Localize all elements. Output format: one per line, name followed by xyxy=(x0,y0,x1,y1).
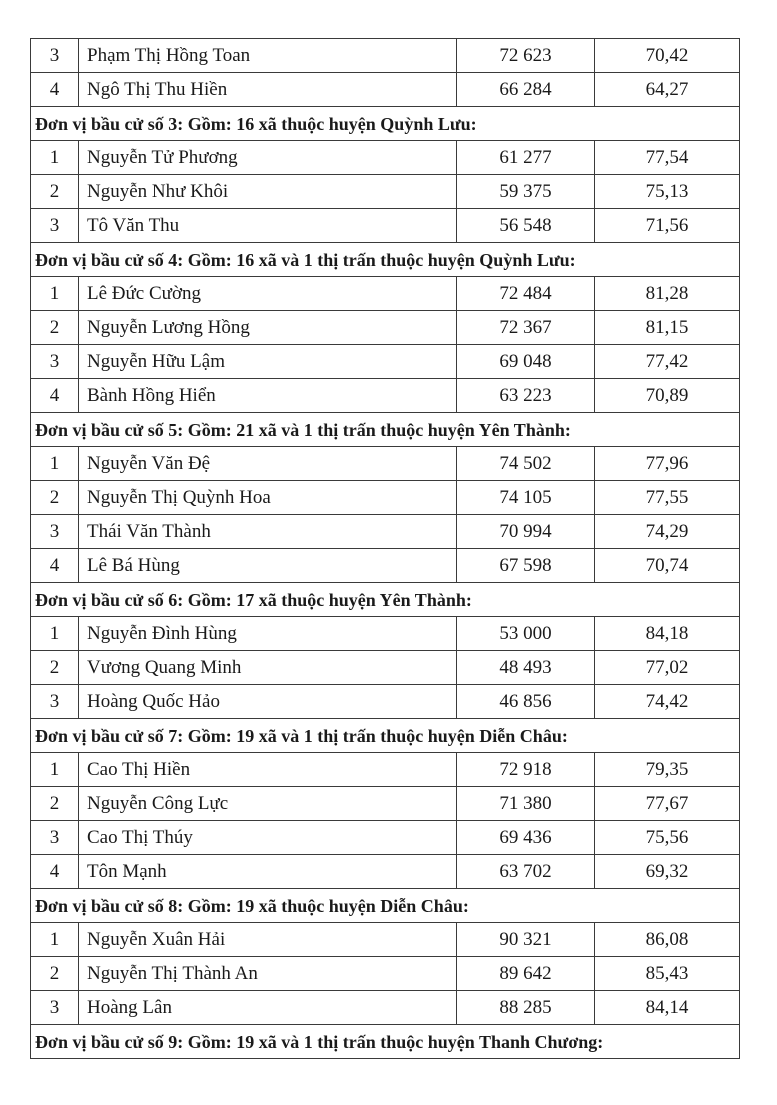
electoral-unit-header-row xyxy=(31,583,740,617)
candidate-row xyxy=(31,73,740,107)
candidate-number: 4 xyxy=(31,379,79,413)
candidate-name: Tô Văn Thu xyxy=(79,209,457,243)
candidate-votes: 53 000 xyxy=(457,617,595,651)
candidate-number: 2 xyxy=(31,481,79,515)
candidate-name: Tôn Mạnh xyxy=(79,855,457,889)
electoral-unit-title: Đơn vị bầu cử số 7: Gồm: 19 xã và 1 thị trấn thuộc huyện Diễn Châu: xyxy=(31,719,740,753)
electoral-unit-header-row xyxy=(31,719,740,753)
candidate-percent: 69,32 xyxy=(595,855,740,889)
candidate-row xyxy=(31,481,740,515)
candidate-number: 1 xyxy=(31,617,79,651)
candidate-percent: 77,55 xyxy=(595,481,740,515)
election-results-body xyxy=(31,39,740,1059)
candidate-number: 4 xyxy=(31,73,79,107)
candidate-name: Nguyễn Tử Phương xyxy=(79,141,457,175)
candidate-percent: 84,18 xyxy=(595,617,740,651)
candidate-number: 3 xyxy=(31,209,79,243)
candidate-percent: 74,29 xyxy=(595,515,740,549)
candidate-percent: 75,56 xyxy=(595,821,740,855)
candidate-row xyxy=(31,821,740,855)
candidate-percent: 77,02 xyxy=(595,651,740,685)
candidate-votes: 61 277 xyxy=(457,141,595,175)
electoral-unit-title: Đơn vị bầu cử số 8: Gồm: 19 xã thuộc huyện Diễn Châu: xyxy=(31,889,740,923)
candidate-votes: 56 548 xyxy=(457,209,595,243)
candidate-votes: 66 284 xyxy=(457,73,595,107)
candidate-votes: 74 105 xyxy=(457,481,595,515)
candidate-row xyxy=(31,549,740,583)
candidate-votes: 72 918 xyxy=(457,753,595,787)
candidate-number: 4 xyxy=(31,549,79,583)
candidate-number: 3 xyxy=(31,821,79,855)
candidate-number: 1 xyxy=(31,753,79,787)
candidate-row xyxy=(31,379,740,413)
candidate-votes: 72 367 xyxy=(457,311,595,345)
electoral-unit-title: Đơn vị bầu cử số 5: Gồm: 21 xã và 1 thị trấn thuộc huyện Yên Thành: xyxy=(31,413,740,447)
candidate-votes: 46 856 xyxy=(457,685,595,719)
electoral-unit-title: Đơn vị bầu cử số 6: Gồm: 17 xã thuộc huyện Yên Thành: xyxy=(31,583,740,617)
candidate-row xyxy=(31,651,740,685)
candidate-number: 1 xyxy=(31,923,79,957)
candidate-votes: 69 048 xyxy=(457,345,595,379)
candidate-row xyxy=(31,685,740,719)
candidate-percent: 74,42 xyxy=(595,685,740,719)
candidate-votes: 69 436 xyxy=(457,821,595,855)
candidate-number: 3 xyxy=(31,345,79,379)
candidate-name: Hoàng Quốc Hảo xyxy=(79,685,457,719)
candidate-name: Nguyễn Lương Hồng xyxy=(79,311,457,345)
candidate-row xyxy=(31,957,740,991)
candidate-percent: 70,42 xyxy=(595,39,740,73)
candidate-row xyxy=(31,277,740,311)
candidate-percent: 70,89 xyxy=(595,379,740,413)
candidate-name: Nguyễn Xuân Hải xyxy=(79,923,457,957)
candidate-number: 1 xyxy=(31,141,79,175)
candidate-votes: 70 994 xyxy=(457,515,595,549)
candidate-row xyxy=(31,991,740,1025)
candidate-percent: 71,56 xyxy=(595,209,740,243)
candidate-row xyxy=(31,753,740,787)
electoral-unit-header-row xyxy=(31,243,740,277)
candidate-votes: 90 321 xyxy=(457,923,595,957)
candidate-name: Cao Thị Thúy xyxy=(79,821,457,855)
electoral-unit-header-row xyxy=(31,413,740,447)
candidate-name: Nguyễn Đình Hùng xyxy=(79,617,457,651)
candidate-name: Nguyễn Thị Thành An xyxy=(79,957,457,991)
electoral-unit-header-row xyxy=(31,107,740,141)
candidate-row xyxy=(31,141,740,175)
candidate-row xyxy=(31,515,740,549)
candidate-percent: 86,08 xyxy=(595,923,740,957)
candidate-number: 3 xyxy=(31,991,79,1025)
candidate-votes: 67 598 xyxy=(457,549,595,583)
candidate-votes: 63 702 xyxy=(457,855,595,889)
candidate-number: 4 xyxy=(31,855,79,889)
candidate-votes: 89 642 xyxy=(457,957,595,991)
candidate-percent: 81,15 xyxy=(595,311,740,345)
candidate-row xyxy=(31,175,740,209)
candidate-row xyxy=(31,39,740,73)
candidate-row xyxy=(31,311,740,345)
candidate-percent: 81,28 xyxy=(595,277,740,311)
electoral-unit-title: Đơn vị bầu cử số 4: Gồm: 16 xã và 1 thị trấn thuộc huyện Quỳnh Lưu: xyxy=(31,243,740,277)
candidate-name: Nguyễn Văn Đệ xyxy=(79,447,457,481)
candidate-votes: 88 285 xyxy=(457,991,595,1025)
electoral-unit-title: Đơn vị bầu cử số 3: Gồm: 16 xã thuộc huyện Quỳnh Lưu: xyxy=(31,107,740,141)
candidate-percent: 85,43 xyxy=(595,957,740,991)
candidate-name: Bành Hồng Hiển xyxy=(79,379,457,413)
candidate-row xyxy=(31,617,740,651)
candidate-row xyxy=(31,447,740,481)
candidate-votes: 59 375 xyxy=(457,175,595,209)
candidate-percent: 77,67 xyxy=(595,787,740,821)
candidate-number: 3 xyxy=(31,515,79,549)
electoral-unit-header-row xyxy=(31,889,740,923)
candidate-percent: 77,96 xyxy=(595,447,740,481)
candidate-row xyxy=(31,209,740,243)
candidate-number: 2 xyxy=(31,957,79,991)
candidate-row xyxy=(31,787,740,821)
candidate-votes: 74 502 xyxy=(457,447,595,481)
candidate-votes: 72 623 xyxy=(457,39,595,73)
candidate-number: 1 xyxy=(31,277,79,311)
candidate-number: 3 xyxy=(31,39,79,73)
candidate-row xyxy=(31,923,740,957)
candidate-name: Nguyễn Công Lực xyxy=(79,787,457,821)
electoral-unit-title: Đơn vị bầu cử số 9: Gồm: 19 xã và 1 thị trấn thuộc huyện Thanh Chương: xyxy=(31,1025,740,1059)
candidate-votes: 63 223 xyxy=(457,379,595,413)
candidate-row xyxy=(31,345,740,379)
candidate-votes: 72 484 xyxy=(457,277,595,311)
candidate-name: Thái Văn Thành xyxy=(79,515,457,549)
candidate-name: Lê Bá Hùng xyxy=(79,549,457,583)
candidate-name: Hoàng Lân xyxy=(79,991,457,1025)
candidate-percent: 75,13 xyxy=(595,175,740,209)
candidate-name: Nguyễn Như Khôi xyxy=(79,175,457,209)
candidate-name: Ngô Thị Thu Hiền xyxy=(79,73,457,107)
candidate-number: 1 xyxy=(31,447,79,481)
candidate-name: Phạm Thị Hồng Toan xyxy=(79,39,457,73)
candidate-row xyxy=(31,855,740,889)
candidate-number: 2 xyxy=(31,651,79,685)
candidate-name: Cao Thị Hiền xyxy=(79,753,457,787)
candidate-name: Nguyễn Hữu Lậm xyxy=(79,345,457,379)
candidate-percent: 77,54 xyxy=(595,141,740,175)
candidate-name: Vương Quang Minh xyxy=(79,651,457,685)
candidate-percent: 84,14 xyxy=(595,991,740,1025)
candidate-number: 2 xyxy=(31,787,79,821)
election-results-table xyxy=(30,38,740,1059)
candidate-number: 2 xyxy=(31,175,79,209)
candidate-votes: 48 493 xyxy=(457,651,595,685)
candidate-percent: 70,74 xyxy=(595,549,740,583)
candidate-votes: 71 380 xyxy=(457,787,595,821)
candidate-number: 3 xyxy=(31,685,79,719)
candidate-percent: 64,27 xyxy=(595,73,740,107)
electoral-unit-header-row xyxy=(31,1025,740,1059)
candidate-percent: 77,42 xyxy=(595,345,740,379)
candidate-name: Nguyễn Thị Quỳnh Hoa xyxy=(79,481,457,515)
candidate-name: Lê Đức Cường xyxy=(79,277,457,311)
candidate-number: 2 xyxy=(31,311,79,345)
candidate-percent: 79,35 xyxy=(595,753,740,787)
